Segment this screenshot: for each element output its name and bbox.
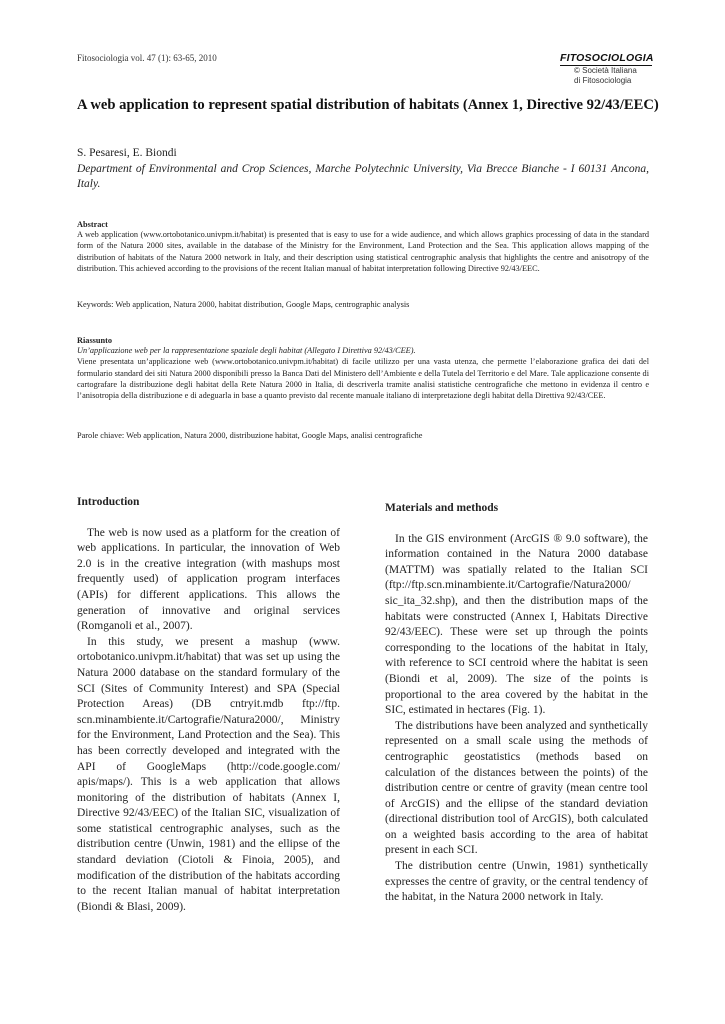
keywords: Keywords: Web application, Natura 2000, habitat distribution, Google Maps, centrographic analysis <box>77 300 410 309</box>
affiliation: Department of Environmental and Crop Sciences, Marche Polytechnic University, Via Brecce Bianche - I 60131 Ancona, Italy. <box>77 163 649 190</box>
riassunto-text: Viene presentata un’applicazione web (www.ortobotanico.univpm.it/habitat) di facile utilizzo per una vasta utenza, che permette l’elaborazione grafica dei dati del formulario standard dei siti Natura 2000 disponibili presso la Banca Dati del Ministero dell’Ambiente e della Tutela del Territorio e del Mare. Tale applicazione consente di cartografare la distribuzione degli habitat della Rete Natura 2000 in Italia, di descriverla tramite analisi statistiche centrografiche che mettono in evidenza il centro e l’anisotropia della distribuzione e di adeguarla in base a quanto previsto dal recente manuale italiano di interpretazione degli habitat della Direttiva 92/43/CEE. <box>77 357 649 401</box>
introduction-paragraph-1: The web is now used as a platform for the creation of web applications. In particular, the innovation of Web 2.0 is in the creative integration (with mashups most frequently used) of application program interfaces (APIs) for different applications. This allows the generation of innovative and original services (Romganoli et al., 2007). <box>77 526 340 633</box>
abstract-text: A web application (www.ortobotanico.univpm.it/habitat) is presented that is easy to use for a wide audience, and which allows graphics processing of data in the standard form of the Natura 2000 sites, available in the database of the Ministry for the Environment, Land Protection and the Sea. This application allows mapping of the distribution of habitats of the Natura 2000 network in Italy, and their description using statistical centrographic analysis that highlights the centre and anisotropy of the distribution. This achieved according to the provisions of the recent Italian manual of habitat interpretation following Directive 92/43/EEC. <box>77 230 649 273</box>
authors: S. Pesaresi, E. Biondi <box>77 147 177 159</box>
logo-wordmark: FITOSOCIOLOGIA <box>560 52 654 64</box>
parole-chiave: Parole chiave: Web application, Natura 2000, distribuzione habitat, Google Maps, analisi centrografiche <box>77 431 423 440</box>
materials-heading: Materials and methods <box>385 502 499 514</box>
society-logo <box>560 52 660 86</box>
materials-paragraph-2: The distributions have been analyzed and synthetically represented on a small scale using the methods of centrographic geostatistics (methods based on calculation of the distances between the points) of the distribution centre or centre of gravity (mean centre tool of ArcGIS) and the ellipse of the standard deviation (directional distribution tool of ArcGIS), both calculated on a weighted basis according to the area of habitat present in each SCI. <box>385 719 648 857</box>
materials-paragraph-3: The distribution centre (Unwin, 1981) synthetically expresses the centre of gravity, or the central tendency of the habitat, in the Natura 2000 network in Italy. <box>385 860 648 904</box>
introduction-paragraph-2: In this study, we present a mashup (www. ortobotanico.univpm.it/habitat) that was set up using the Natura 2000 database on the standard formulary of the SCI (Sites of Community Interest) and SPA (Special Protection Areas) (DB cntryit.mdb ftp://ftp. scn.minambiente.it/Cartografie/Natura2000/, Ministry for the Environment, Land Protection and the Sea). This has been correctly developed and integrated with the API of GoogleMaps (http://code.google.com/ apis/maps/). This is a web application that allows monitoring of the distribution of habitats (Annex I, Directive 92/43/EEC) of the Italian SIC, visualization of some statistical centrographic analyses, such as the distribution centre (Unwin, 1981) and the ellipse of the standard deviation (Ciotoli & Finoia, 2005), and modification of the distribution of the habitats according to the recent Italian manual of habitat interpretation (Biondi & Blasi, 2009). <box>77 635 340 913</box>
society-name-line1: © Società Italiana <box>574 66 637 75</box>
riassunto-section <box>77 336 649 401</box>
abstract-section <box>77 220 649 274</box>
paper-title: A web application to represent spatial distribution of habitats (Annex 1, Directive 92/43/EEC) <box>77 97 659 113</box>
riassunto-heading: Riassunto <box>77 336 113 345</box>
materials-paragraph-1: In the GIS environment (ArcGIS ® 9.0 software), the information contained in the Natura 2000 database (MATTM) was spatially related to the Italian SCI (ftp://ftp.scn.minambiente.it/Cartografie/Natura2000/ sic_ita_32.shp), and then the distribution maps of the habitats were constructed (Annex I, Habitats Directive 92/43/EEC). These were set up through the points corresponding to the locations of the habitat in Italy, with reference to SCI centroid where the habitat is seen (Biondi et al, 2009). The size of the points is proportional to the area covered by the habitat in the SIC, estimated in hectares (Fig. 1). <box>385 532 648 717</box>
riassunto-title: Un’applicazione web per la rappresentazione spaziale degli habitat (Allegato I Direttiva 92/43/CEE). <box>77 346 416 355</box>
abstract-heading: Abstract <box>77 220 108 229</box>
society-name-line2: di Fitosociologia <box>574 76 632 85</box>
left-column <box>77 495 340 915</box>
right-column <box>385 501 648 906</box>
journal-reference: Fitosociologia vol. 47 (1): 63-65, 2010 <box>77 53 217 63</box>
introduction-heading: Introduction <box>77 496 140 508</box>
